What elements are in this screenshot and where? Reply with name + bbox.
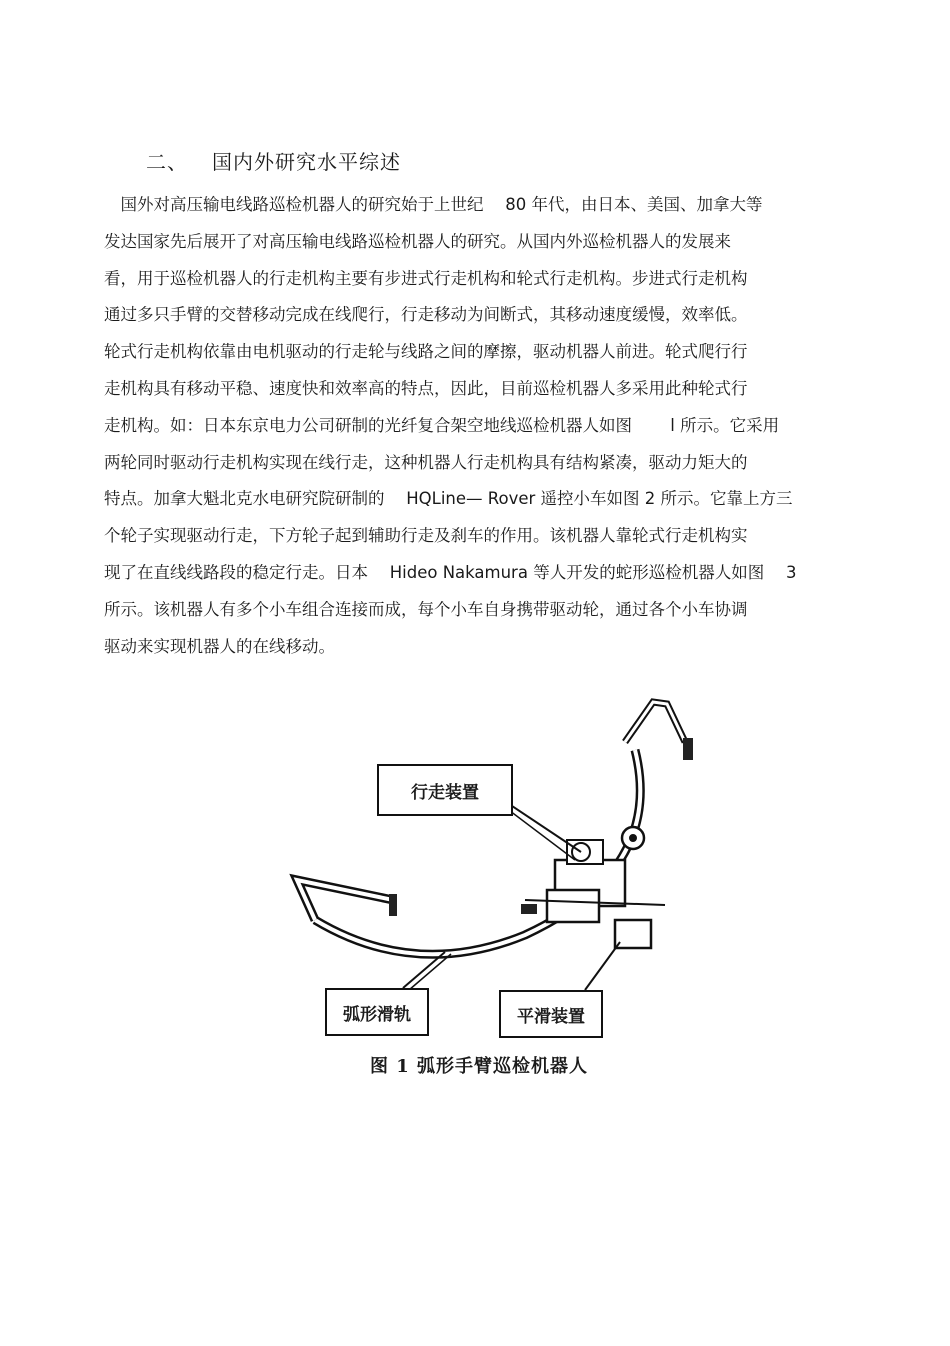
paragraph-line: 走机构。如：日本东京电力公司研制的光纤复合架空地线巡检机器人如图 l 所示。它采用 <box>104 415 780 435</box>
paragraph-line: 发达国家先后展开了对高压输电线路巡检机器人的研究。从国内外巡检机器人的发展来 <box>104 231 731 251</box>
paragraph-line: 所示。该机器人有多个小车组合连接而成，每个小车自身携带驱动轮，通过各个小车协调 <box>104 599 748 619</box>
paragraph-line: 国外对高压输电线路巡检机器人的研究始于上世纪 80 年代，由日本、美国、加拿大等 <box>104 195 763 214</box>
paragraph-line: 轮式行走机构依靠由电机驱动的行走轮与线路之间的摩擦，驱动机器人前进。轮式爬行行 <box>104 342 748 362</box>
paragraph-line: 现了在直线线路段的稳定行走。日本 Hideo Nakamura 等人开发的蛇形巡检机器人如图 3 <box>104 562 797 582</box>
paragraph-line: 走机构具有移动平稳、速度快和效率高的特点，因此，目前巡检机器人多采用此种轮式行 <box>104 378 748 398</box>
figure-caption: 图 1 弧形手臂巡检机器人 <box>370 1056 589 1077</box>
paragraph-line: 个轮子实现驱动行走，下方轮子起到辅助行走及刹车的作用。该机器人靠轮式行走机构实 <box>104 526 748 546</box>
body-paragraph <box>104 190 864 668</box>
paragraph-line: 驱动来实现机器人的在线移动。 <box>104 636 335 656</box>
label-arc-rail: 弧形滑轨 <box>325 988 429 1036</box>
robot-figure <box>285 690 705 1027</box>
section-number: 二、 <box>146 150 188 174</box>
paragraph-line: 特点。加拿大魁北克水电研究院研制的 HQLine— Rover 遥控小车如图 2 所示。它靠上方三 <box>104 489 793 509</box>
robot-illustration <box>285 690 705 1000</box>
paragraph-line: 通过多只手臂的交替移动完成在线爬行，行走移动为间断式，其移动速度缓慢，效率低。 <box>104 305 748 325</box>
paragraph-line: 看，用于巡检机器人的行走机构主要有步进式行走机构和轮式行走机构。步进式行走机构 <box>104 268 748 288</box>
section-heading <box>146 146 401 175</box>
label-smoothing-device: 平滑装置 <box>499 990 603 1038</box>
section-title: 国内外研究水平综述 <box>212 150 401 174</box>
label-walking-device: 行走装置 <box>377 764 513 816</box>
paragraph-line: 两轮同时驱动行走机构实现在线行走，这种机器人行走机构具有结构紧凑，驱动力矩大的 <box>104 452 748 472</box>
